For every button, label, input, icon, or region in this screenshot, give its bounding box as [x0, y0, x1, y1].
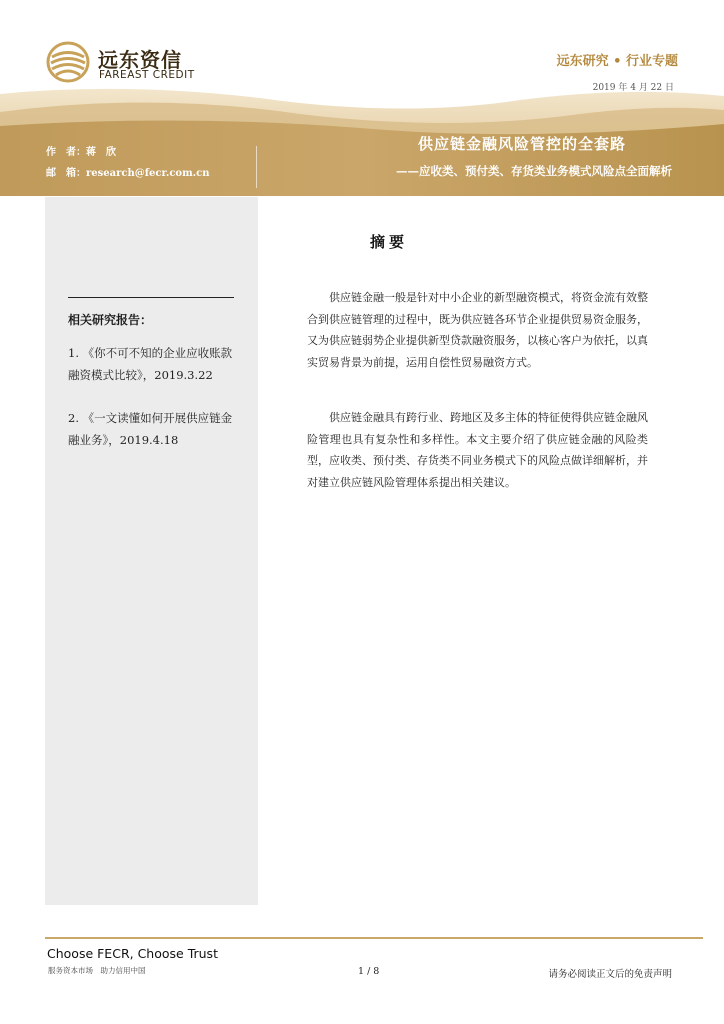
report-series: 远东研究 • 行业专题	[556, 54, 678, 69]
footer-brand: Choose FECR, Choose Trust	[47, 946, 218, 961]
related-report-1[interactable]: 1. 《你不可不知的企业应收账款融资模式比较》，2019.3.22	[68, 346, 233, 382]
page-number: 1 / 8	[358, 966, 380, 977]
report-title: 供应链金融风险管控的全套路	[417, 135, 626, 153]
footer-rule	[45, 937, 703, 939]
footer-slogan: 服务资本市场 助力信用中国	[48, 966, 146, 975]
email-line: 邮 箱：research@fecr.com.cn	[46, 168, 210, 179]
fareast-logo-icon	[46, 40, 90, 84]
header-divider	[256, 146, 257, 188]
report-date: 2019 年 4 月 22 日	[592, 83, 674, 93]
abstract-paragraph-1: 供应链金融一般是针对中小企业的新型融资模式，将资金流有效整合到供应链管理的过程中，既为供应链各环节企业提供贸易资金服务，又为供应链弱势企业提供新型贷款融资服务，以核心客户为依托，以真实贸易背景为前提，运用自偿性贸易融资方式。	[307, 291, 648, 369]
sidebar-rule	[68, 297, 234, 298]
brand-name-en: FAREAST CREDIT	[99, 69, 195, 81]
related-report-2[interactable]: 2. 《一文读懂如何开展供应链金融业务》，2019.4.18	[68, 411, 233, 447]
related-reports-heading: 相关研究报告：	[68, 313, 153, 327]
abstract-paragraph-2: 供应链金融具有跨行业、跨地区及多主体的特征使得供应链金融风险管理也具有复杂性和多样性。本文主要介绍了供应链金融的风险类型，应收类、预付类、存货类不同业务模式下的风险点做详细解析，并对建立供应链风险管理体系提出相关建议。	[307, 411, 648, 489]
report-subtitle: ——应收类、预付类、存货类业务模式风险点全面解析	[396, 164, 672, 178]
author-line: 作 者：蒋 欣	[46, 147, 116, 158]
sidebar-panel	[45, 197, 258, 905]
brand-name-cn: 远东资信	[98, 48, 182, 72]
abstract-heading: 摘要	[370, 233, 409, 251]
footer-disclaimer: 请务必阅读正文后的免责声明	[548, 969, 672, 980]
